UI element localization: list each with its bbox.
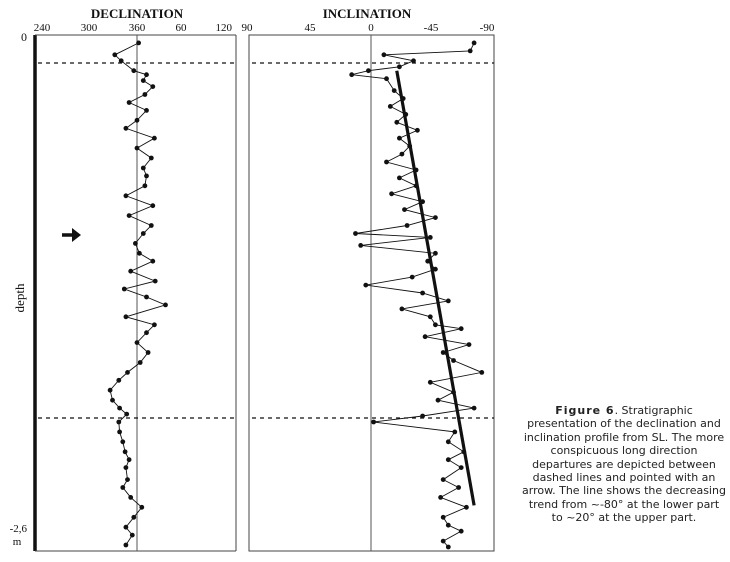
dec-tick-1: 300 xyxy=(80,22,98,34)
dec-tick-0: 240 xyxy=(33,22,51,34)
declination-title: DECLINATION xyxy=(90,6,184,21)
dec-point-19 xyxy=(150,203,155,208)
dec-point-26 xyxy=(128,269,133,274)
inclination-title: INCLINATION xyxy=(322,6,412,21)
dec-point-49 xyxy=(125,477,130,482)
dec-tick-2: 360 xyxy=(128,22,146,34)
dec-point-31 xyxy=(124,314,129,319)
inc-point-14 xyxy=(397,136,402,141)
inc-point-1 xyxy=(468,49,473,54)
dec-point-45 xyxy=(120,439,125,444)
inc-point-38 xyxy=(433,322,438,327)
dec-point-48 xyxy=(124,465,129,470)
dec-point-51 xyxy=(128,495,133,500)
caption-label: Figure 6 xyxy=(555,404,615,417)
inc-point-17 xyxy=(384,160,389,165)
dec-point-53 xyxy=(131,515,136,520)
inc-tick-1: 45 xyxy=(304,22,316,34)
inc-tick-3: -45 xyxy=(423,22,439,34)
dec-point-23 xyxy=(133,241,138,246)
inc-point-36 xyxy=(400,307,405,312)
inclination-trend-line xyxy=(397,71,474,506)
inc-point-59 xyxy=(464,505,469,510)
dec-point-24 xyxy=(137,251,142,256)
inc-point-47 xyxy=(436,398,441,403)
dec-point-37 xyxy=(125,370,130,375)
dec-tick-4: 120 xyxy=(215,22,232,34)
inc-tick-0: 90 xyxy=(241,22,253,34)
inc-point-43 xyxy=(451,358,456,363)
dec-point-44 xyxy=(117,430,122,435)
inc-point-62 xyxy=(459,529,464,534)
inc-point-21 xyxy=(389,191,394,196)
dec-point-3 xyxy=(131,68,136,73)
inc-point-23 xyxy=(402,207,407,212)
dec-point-4 xyxy=(144,72,149,77)
dec-point-40 xyxy=(110,398,115,403)
dec-point-1 xyxy=(112,52,117,57)
inc-point-6 xyxy=(349,72,354,77)
inclination-series xyxy=(349,41,484,550)
inc-point-4 xyxy=(397,64,402,69)
dec-point-10 xyxy=(135,118,140,123)
dec-point-56 xyxy=(124,543,129,548)
dec-point-41 xyxy=(117,406,122,411)
declination-series xyxy=(108,41,168,548)
inc-point-19 xyxy=(397,176,402,181)
inc-point-39 xyxy=(459,326,464,331)
inc-point-32 xyxy=(410,275,415,280)
inc-point-13 xyxy=(415,128,420,133)
inc-tick-4: -90 xyxy=(479,22,495,34)
inc-point-64 xyxy=(446,545,451,550)
inc-point-41 xyxy=(467,342,472,347)
dec-point-50 xyxy=(120,485,125,490)
dec-point-55 xyxy=(130,533,135,538)
inc-point-40 xyxy=(423,334,428,339)
inc-point-48 xyxy=(472,406,477,411)
inc-point-25 xyxy=(405,223,410,228)
dec-point-54 xyxy=(124,525,129,530)
inc-point-33 xyxy=(363,283,368,288)
inc-point-44 xyxy=(479,370,484,375)
inc-point-16 xyxy=(400,152,405,157)
depth-tick-bottom: -2,6 xyxy=(9,523,27,535)
dec-point-20 xyxy=(127,213,132,218)
inc-point-24 xyxy=(433,215,438,220)
dec-point-14 xyxy=(149,156,154,161)
depth-tick-top: 0 xyxy=(21,30,27,44)
dec-point-9 xyxy=(144,108,149,113)
dec-point-47 xyxy=(127,457,132,462)
arrow-head xyxy=(72,228,81,242)
inc-point-49 xyxy=(420,414,425,419)
dec-point-35 xyxy=(146,350,151,355)
dec-point-36 xyxy=(138,360,143,365)
inc-point-12 xyxy=(394,120,399,125)
dec-point-13 xyxy=(135,146,140,151)
dec-tick-3: 60 xyxy=(175,22,187,34)
inc-point-60 xyxy=(441,515,446,520)
departure-arrow xyxy=(62,228,81,242)
dec-point-11 xyxy=(124,126,129,131)
depth-unit: m xyxy=(12,536,22,548)
dec-point-38 xyxy=(116,378,121,383)
dec-point-15 xyxy=(141,166,146,171)
dec-point-22 xyxy=(141,231,146,236)
dec-point-16 xyxy=(144,174,149,179)
dec-point-43 xyxy=(116,420,121,425)
dec-point-17 xyxy=(143,183,148,188)
inc-point-52 xyxy=(446,439,451,444)
inc-point-5 xyxy=(366,68,371,73)
dec-point-46 xyxy=(123,449,128,454)
dec-point-2 xyxy=(119,58,124,63)
dec-point-32 xyxy=(152,322,157,327)
inc-tick-2: 0 xyxy=(368,22,374,34)
figure-caption xyxy=(522,404,726,525)
inc-point-34 xyxy=(420,291,425,296)
inc-point-50 xyxy=(371,420,376,425)
dec-point-7 xyxy=(143,92,148,97)
inc-point-28 xyxy=(358,243,363,248)
declination-panel xyxy=(34,6,236,551)
inc-point-58 xyxy=(438,495,443,500)
inc-point-56 xyxy=(441,477,446,482)
inc-point-55 xyxy=(459,465,464,470)
dec-point-18 xyxy=(124,193,129,198)
inc-point-42 xyxy=(441,350,446,355)
dec-point-6 xyxy=(150,84,155,89)
inc-point-2 xyxy=(382,52,387,57)
inc-point-8 xyxy=(392,88,397,93)
dec-point-12 xyxy=(152,136,157,141)
dec-point-27 xyxy=(153,279,158,284)
inc-point-51 xyxy=(452,430,457,435)
depth-axis-label: depth xyxy=(12,283,27,313)
dec-point-5 xyxy=(141,78,146,83)
inc-point-27 xyxy=(428,235,433,240)
inc-point-61 xyxy=(446,523,451,528)
inc-point-26 xyxy=(353,231,358,236)
inc-point-7 xyxy=(384,76,389,81)
dec-point-28 xyxy=(122,287,127,292)
inc-point-63 xyxy=(441,539,446,544)
dec-point-42 xyxy=(124,412,129,417)
inclination-panel xyxy=(242,6,495,551)
dec-point-21 xyxy=(149,223,154,228)
inc-point-29 xyxy=(433,251,438,256)
inc-point-35 xyxy=(446,299,451,304)
inc-point-57 xyxy=(456,485,461,490)
inc-point-45 xyxy=(428,380,433,385)
dec-point-25 xyxy=(150,259,155,264)
inc-point-3 xyxy=(411,58,416,63)
dec-point-34 xyxy=(135,340,140,345)
dec-point-30 xyxy=(163,303,168,308)
inc-point-10 xyxy=(388,104,393,109)
dec-point-33 xyxy=(144,330,149,335)
caption-text: . Stratigraphic presentation of the declination and inclination profile from SL. The more conspicuous long direction departures are depicted between dashed lines and pointed with an arrow. The line shows the decreasing trend from ~-80° at the lower part to ~20° at the upper part. xyxy=(522,404,726,525)
inc-point-0 xyxy=(472,41,477,46)
inc-point-37 xyxy=(428,314,433,319)
dec-point-8 xyxy=(127,100,132,105)
dec-point-39 xyxy=(108,388,113,393)
dec-point-52 xyxy=(139,505,144,510)
dec-point-29 xyxy=(144,295,149,300)
dec-point-0 xyxy=(136,41,141,46)
inc-point-54 xyxy=(446,457,451,462)
